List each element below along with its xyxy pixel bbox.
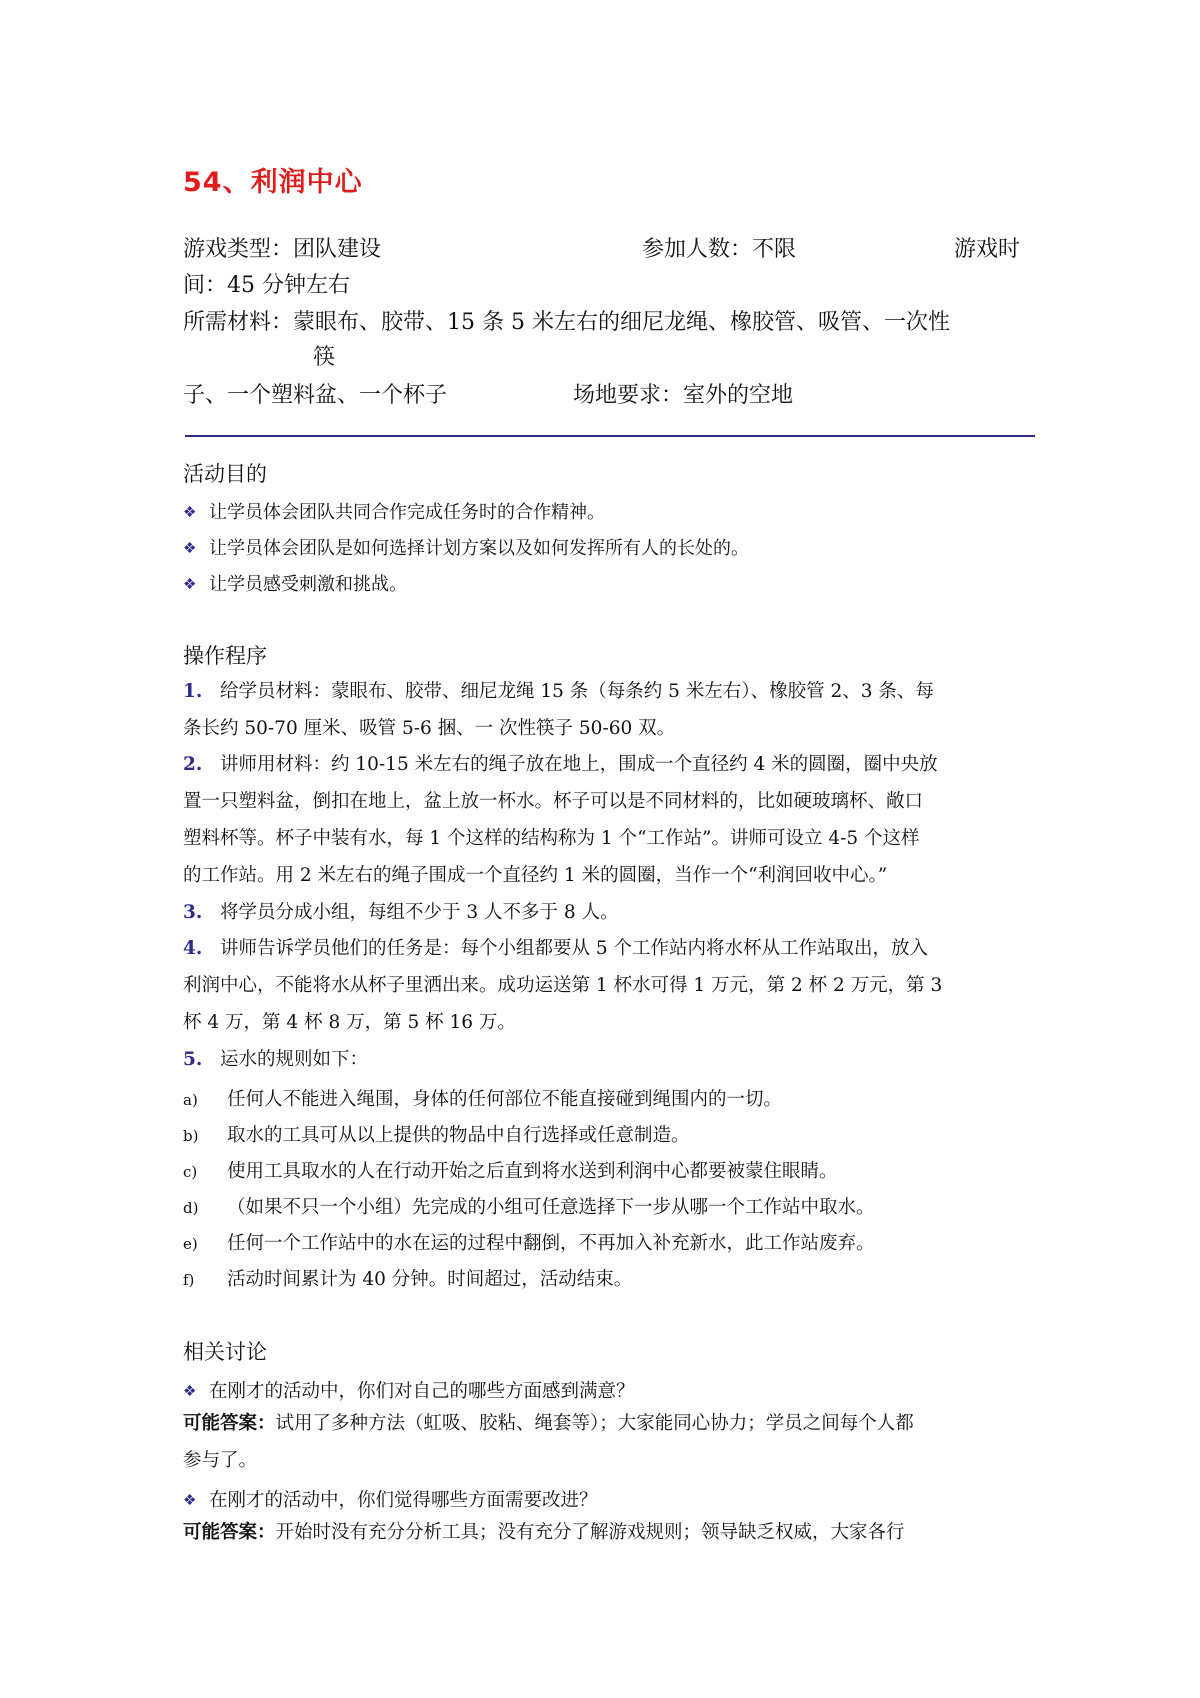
meta-materials-cont: 子、一个塑料盆、一个杯子: [183, 383, 448, 408]
meta-type: 游戏类型：团队建设: [183, 237, 382, 262]
meta-site: 场地要求：室外的空地: [573, 383, 794, 408]
rule-item: f) 活动时间累计为 40 分钟。时间超过，活动结束。: [183, 1269, 633, 1290]
procedure-step: 4. 讲师告诉学员他们的任务是：每个小组都要从 5 个工作站内将水杯从工作站取出，放入 利润中心，不能将水从杯子里洒出来。成功运送第 1 杯水可得 1 万元，第 2 杯 2 万元，第 3 杯 4 万，第 4 杯 8 万，第 5 杯 16 万。: [183, 938, 943, 1033]
diamond-bullet-icon: ❖: [183, 1382, 197, 1400]
meta-people: 参加人数：不限: [642, 237, 797, 262]
section-heading-discussion: 相关讨论: [183, 1340, 267, 1364]
diamond-bullet-icon: ❖: [183, 575, 197, 593]
rule-item: d) （如果不只一个小组）先完成的小组可任意选择下一步从哪一个工作站中取水。: [183, 1197, 875, 1218]
purpose-item: ❖ 让学员感受刺激和挑战。: [183, 574, 407, 595]
diamond-bullet-icon: ❖: [183, 503, 197, 521]
discussion-question: ❖ 在刚才的活动中，你们觉得哪些方面需要改进？: [183, 1490, 598, 1511]
procedure-step: 3. 将学员分成小组，每组不少于 3 人不多于 8 人。: [183, 902, 619, 923]
rule-item: e) 任何一个工作站中的水在运的过程中翻倒，不再加入补充新水，此工作站废弃。: [183, 1233, 875, 1254]
rule-item: b) 取水的工具可从以上提供的物品中自行选择或任意制造。: [183, 1125, 690, 1146]
rule-item: c) 使用工具取水的人在行动开始之后直到将水送到利润中心都要被蒙住眼睛。: [183, 1161, 838, 1182]
section-heading-purpose: 活动目的: [183, 462, 267, 486]
discussion-answer: 可能答案：试用了多种方法（虹吸、胶粘、绳套等）；大家能同心协力；学员之间每个人都 参与了。: [183, 1413, 914, 1471]
discussion-answer: 可能答案：开始时没有充分分析工具；没有充分了解游戏规则；领导缺乏权威，大家各行: [183, 1522, 905, 1543]
rule-item: a) 任何人不能进入绳围，身体的任何部位不能直接碰到绳围内的一切。: [183, 1089, 783, 1110]
purpose-item: ❖ 让学员体会团队共同合作完成任务时的合作精神。: [183, 502, 605, 523]
meta-materials: 所需材料：蒙眼布、胶带、15 条 5 米左右的细尼龙绳、橡胶管、吸管、一次性: [183, 310, 950, 335]
page-title: 54、利润中心: [183, 167, 363, 198]
meta-time-label: 游戏时: [954, 237, 1021, 262]
diamond-bullet-icon: ❖: [183, 1491, 197, 1509]
purpose-item: ❖ 让学员体会团队是如何选择计划方案以及如何发挥所有人的长处的。: [183, 538, 749, 559]
header-divider: [185, 435, 1035, 437]
procedure-step: 2. 讲师用材料：约 10-15 米左右的绳子放在地上，围成一个直径约 4 米的圆圈，圈中央放 置一只塑料盆，倒扣在地上，盆上放一杯水。杯子可以是不同材料的，比如硬玻璃杯、敞口 塑料杯等。杯子中装有水，每 1 个这样的结构称为 1 个“工作站”。讲师可设立 4-5 个这样 的工作站。用 2 米左右的绳子围成一个直径约 1 米的圆圈，当作一个“利润回收中心。”: [183, 754, 938, 886]
procedure-step: 1. 给学员材料：蒙眼布、胶带、细尼龙绳 15 条（每条约 5 米左右）、橡胶管 2、3 条、每 条长约 50-70 厘米、吸管 5-6 捆、一 次性筷子 50-60 双。: [183, 681, 934, 739]
discussion-question: ❖ 在刚才的活动中，你们对自己的哪些方面感到满意？: [183, 1381, 635, 1402]
meta-time: 间：45 分钟左右: [183, 273, 351, 298]
meta-materials-wrap: 筷: [313, 345, 336, 370]
procedure-step: 5. 运水的规则如下：: [183, 1049, 369, 1070]
section-heading-procedure: 操作程序: [183, 644, 267, 668]
diamond-bullet-icon: ❖: [183, 539, 197, 557]
